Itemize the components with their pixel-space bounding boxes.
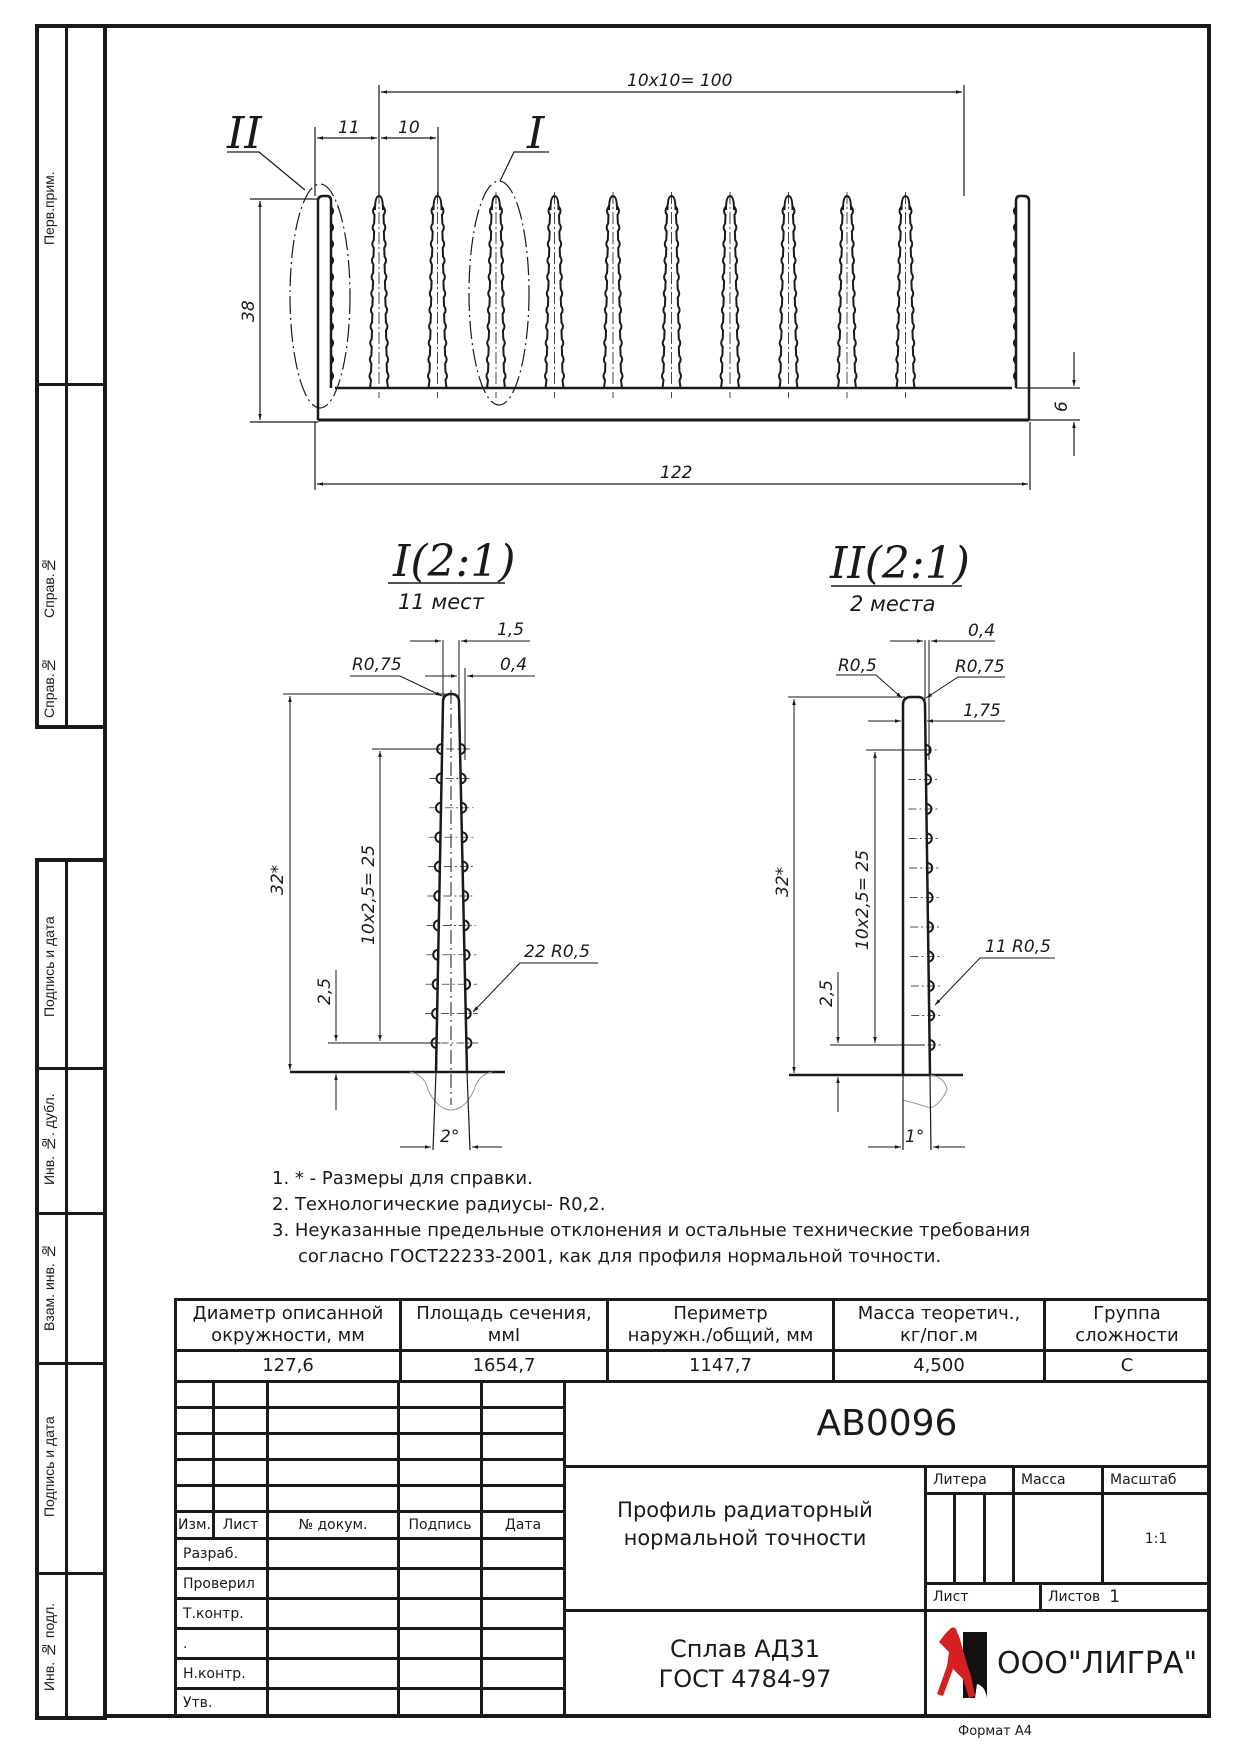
prop-header-group: Группа сложности: [1043, 1298, 1211, 1352]
detail-I-radius-bumps: 22 R0,5: [524, 942, 590, 962]
detail-II-bumps: [908, 745, 942, 1050]
material: Сплав АД31 ГОСТ 4784-97: [563, 1609, 927, 1718]
revision-cell: [480, 1458, 566, 1487]
fin: [487, 192, 506, 398]
revision-cell: [212, 1406, 269, 1435]
fin: [838, 192, 857, 398]
callout-label-II: II: [227, 108, 262, 159]
strip-label-vzam-inv: Взам. инв. №: [41, 1243, 57, 1331]
role-field[interactable]: [397, 1567, 483, 1600]
role-label: .: [174, 1627, 269, 1660]
litera-cell-2: [953, 1492, 986, 1585]
revision-cell: [397, 1484, 483, 1513]
profile-left-wall: [318, 196, 331, 420]
revision-cell: [266, 1432, 400, 1461]
role-field[interactable]: [266, 1537, 400, 1570]
scale-value: 1:1: [1101, 1492, 1211, 1585]
revision-cell: [480, 1406, 566, 1435]
company-name: ООО"ЛИГРА": [997, 1645, 1198, 1681]
fin: [545, 192, 564, 398]
note-2: 2. Технологические радиусы- R0,2.: [272, 1194, 606, 1215]
role-field[interactable]: [266, 1567, 400, 1600]
main-profile-view: [318, 196, 1029, 420]
detail-II-subtitle: 2 места: [850, 592, 936, 616]
fin: [779, 192, 798, 398]
revision-cell: [480, 1380, 566, 1409]
fin: [370, 192, 389, 398]
sheets-cell: Листов 1: [1039, 1582, 1211, 1612]
strip-label-inv-podl: Инв. № подл.: [41, 1602, 57, 1692]
revision-cell: [212, 1458, 269, 1487]
detail-I-subtitle: 11 мест: [398, 590, 484, 614]
sheets-value: 1: [1109, 1587, 1121, 1607]
strip-label-podpis-1: Подпись и дата: [41, 916, 57, 1018]
role-field[interactable]: [480, 1657, 566, 1690]
note-3: 3. Неуказанные предельные отклонения и остальные технические требования: [272, 1220, 1031, 1241]
col-header-sign: Подпись: [397, 1510, 483, 1540]
detail-I-radius-tip: R0,75: [352, 655, 402, 675]
revision-cell: [212, 1432, 269, 1461]
role-label: Утв.: [174, 1687, 269, 1718]
role-field[interactable]: [397, 1687, 483, 1718]
mass-label: Масса: [1012, 1465, 1104, 1495]
revision-cell: [174, 1484, 215, 1513]
role-label: Т.контр.: [174, 1597, 269, 1630]
role-field[interactable]: [480, 1537, 566, 1570]
note-3-cont: согласно ГОСТ22233-2001, как для профиля нормальной точности.: [298, 1246, 942, 1267]
company-cell: [924, 1609, 1211, 1718]
dim-width-122: 122: [660, 463, 693, 483]
litera-label: Литера: [924, 1465, 1015, 1495]
role-field[interactable]: [397, 1657, 483, 1690]
revision-cell: [266, 1484, 400, 1513]
profile-right-wall: [1016, 196, 1029, 420]
detail-II-dim-pitch: 10x2,5= 25: [853, 849, 873, 950]
role-label: Разраб.: [174, 1537, 269, 1570]
col-header-date: Дата: [480, 1510, 566, 1540]
detail-II-radius-right: R0,75: [955, 657, 1005, 677]
main-dimensions: [227, 85, 1080, 490]
fin: [662, 192, 681, 398]
prop-header-mass: Масса теоретич., кг/пог.м: [832, 1298, 1046, 1352]
fin: [604, 192, 623, 398]
strip-label-sprav-2: Справ.№: [41, 657, 57, 719]
prop-value-diameter: 127,6: [174, 1349, 402, 1383]
role-field[interactable]: [480, 1687, 566, 1718]
revision-cell: [174, 1432, 215, 1461]
prop-header-perimeter: Периметр наружн./общий, мм: [606, 1298, 835, 1352]
revision-cell: [266, 1406, 400, 1435]
detail-I-dim-height: 32*: [268, 864, 288, 895]
fin: [896, 192, 915, 398]
company-logo: [933, 1624, 991, 1704]
role-field[interactable]: [397, 1627, 483, 1660]
role-field[interactable]: [397, 1597, 483, 1630]
prop-header-area: Площадь сечения, ммI: [399, 1298, 609, 1352]
revision-cell: [397, 1380, 483, 1409]
role-field[interactable]: [397, 1537, 483, 1570]
detail-II-dim-width: 1,75: [963, 701, 1001, 721]
col-header-doc: № докум.: [266, 1510, 400, 1540]
role-field[interactable]: [266, 1627, 400, 1660]
col-header-list: Лист: [212, 1510, 269, 1540]
role-label: Н.контр.: [174, 1657, 269, 1690]
revision-cell: [174, 1406, 215, 1435]
detail-II-radius-left: R0,5: [838, 656, 877, 676]
role-field[interactable]: [266, 1657, 400, 1690]
detail-II-dim-first: 2,5: [817, 979, 837, 1007]
fin: [721, 192, 740, 398]
revision-cell: [212, 1380, 269, 1409]
detail-II-fin-outline: [903, 697, 930, 1075]
detail-II-dim-offset: 0,4: [968, 621, 996, 641]
fins-group: [331, 192, 1016, 398]
detail-I-dim-pitch: 10x2,5= 25: [359, 844, 379, 945]
dim-pitch-first: 11: [338, 118, 360, 138]
litera-cell-3: [983, 1492, 1015, 1585]
revision-cell: [480, 1432, 566, 1461]
prop-header-diameter: Диаметр описанной окружности, мм: [174, 1298, 402, 1352]
revision-cell: [397, 1432, 483, 1461]
product-name: Профиль радиаторный нормальной точности: [563, 1465, 927, 1612]
role-field[interactable]: [480, 1567, 566, 1600]
scale-label: Масштаб: [1101, 1465, 1211, 1495]
role-label: Проверил: [174, 1567, 269, 1600]
revision-cell: [266, 1458, 400, 1487]
prop-value-mass: 4,500: [832, 1349, 1046, 1383]
strip-label-inv-dubl: Инв. №. дубл.: [41, 1093, 57, 1186]
role-field[interactable]: [480, 1627, 566, 1660]
detail-II-title: II(2:1): [830, 538, 970, 589]
revision-cell: [212, 1484, 269, 1513]
detail-II-radius-bumps: 11 R0,5: [985, 937, 1051, 957]
revision-cell: [397, 1458, 483, 1487]
revision-cell: [480, 1484, 566, 1513]
detail-II-angle: 1°: [905, 1127, 925, 1147]
dim-height-38: 38: [239, 300, 259, 322]
format-label: Формат А4: [958, 1724, 1033, 1739]
strip-label-perv-prim: Перв.прим.: [41, 171, 57, 245]
prop-value-group: С: [1043, 1349, 1211, 1383]
callout-label-I: I: [527, 108, 545, 159]
fin: [428, 192, 447, 398]
note-1: 1. * - Размеры для справки.: [272, 1168, 533, 1189]
detail-I-dim-width: 1,5: [497, 620, 525, 640]
strip-label-sprav-1: Справ.№: [41, 557, 57, 619]
dim-pitch: 10: [398, 118, 420, 138]
revision-cell: [174, 1380, 215, 1409]
sheet-label: Лист: [924, 1582, 1042, 1612]
role-field[interactable]: [266, 1687, 400, 1718]
technical-notes: [272, 1166, 1030, 1270]
role-field[interactable]: [266, 1597, 400, 1630]
litera-cell-1: [924, 1492, 956, 1585]
detail-II-dim-height: 32*: [773, 866, 793, 897]
revision-cell: [397, 1406, 483, 1435]
prop-value-area: 1654,7: [399, 1349, 609, 1383]
revision-cell: [174, 1458, 215, 1487]
dim-total-pitch: 10x10= 100: [627, 71, 733, 91]
strip-label-podpis-2: Подпись и дата: [41, 1416, 57, 1518]
dim-base-6: 6: [1052, 401, 1072, 412]
mass-value-cell: [1012, 1492, 1104, 1585]
detail-I-angle: 2°: [440, 1127, 460, 1147]
designation: АВ0096: [563, 1380, 1211, 1468]
detail-I-title: I(2:1): [393, 536, 516, 587]
role-field[interactable]: [480, 1597, 566, 1630]
prop-value-perimeter: 1147,7: [606, 1349, 835, 1383]
revision-cell: [266, 1380, 400, 1409]
col-header-izm: Изм.: [174, 1510, 215, 1540]
detail-I-dim-first: 2,5: [315, 977, 335, 1005]
detail-I-dim-offset: 0,4: [500, 655, 528, 675]
